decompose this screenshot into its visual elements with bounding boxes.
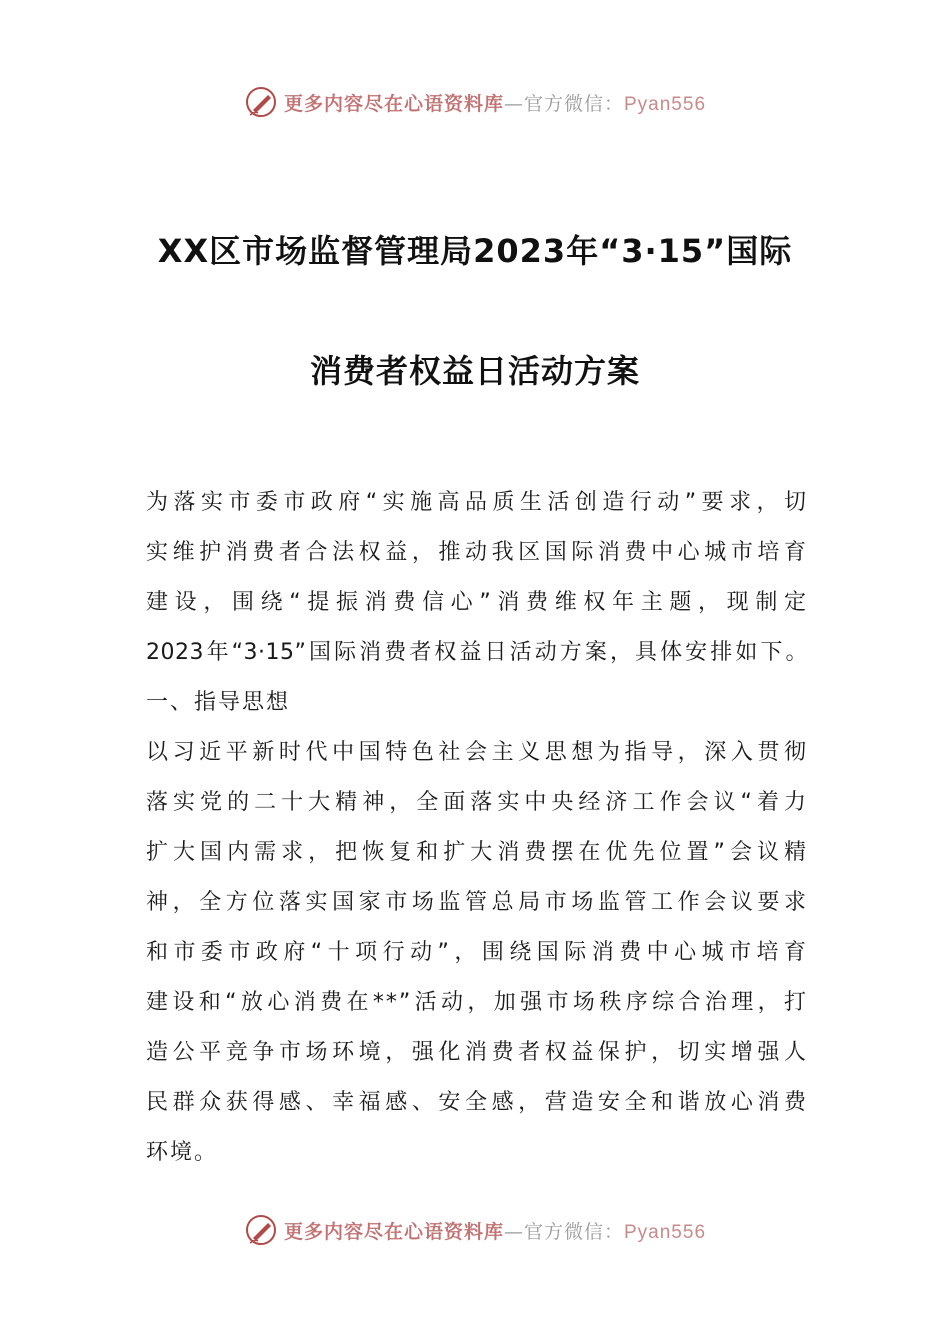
body-line: 造公平竞争市场环境，强化消费者权益保护，切实增强人 (146, 1040, 808, 1065)
body-line: 神，全方位落实国家市场监管总局市场监管工作会议要求 (146, 890, 808, 915)
body-line: 以习近平新时代中国特色社会主义思想为指导，深入贯彻 (146, 740, 808, 765)
document-title-line-2: 消费者权益日活动方案 (309, 352, 640, 390)
watermark-id-text: Pyan556 (624, 93, 707, 115)
footer-watermark (0, 1210, 950, 1250)
watermark-id-text: Pyan556 (624, 1221, 707, 1243)
body-line: 建设，围绕“提振消费信心”消费维权年主题，现制定 (146, 590, 808, 615)
body-line: 2023年“3·15”国际消费者权益日活动方案，具体安排如下。 (146, 640, 808, 665)
body-line: 和市委市政府“十项行动”，围绕国际消费中心城市培育 (146, 940, 808, 965)
watermark-main-text: 更多内容尽在心语资料库 (283, 92, 504, 115)
header-watermark (0, 82, 950, 122)
watermark-main-text: 更多内容尽在心语资料库 (283, 1220, 504, 1243)
pen-logo-icon (244, 85, 278, 119)
body-line: 环境。 (146, 1140, 219, 1165)
document-title-line-1: XX区市场监督管理局2023年“3·15”国际 (157, 232, 793, 270)
body-line: 扩大国内需求，把恢复和扩大消费摆在优先位置”会议精 (146, 840, 808, 865)
body-line: 实维护消费者合法权益，推动我区国际消费中心城市培育 (146, 540, 808, 565)
body-line: 建设和“放心消费在**”活动，加强市场秩序综合治理，打 (146, 990, 808, 1015)
document-body (146, 478, 808, 1178)
watermark-sub-text: —官方微信： (503, 92, 624, 115)
watermark-sub-text: —官方微信： (503, 1220, 624, 1243)
watermark-text (284, 1217, 706, 1244)
pen-logo-icon (244, 1213, 278, 1247)
body-line: 为落实市委市政府“实施高品质生活创造行动”要求，切 (146, 490, 808, 515)
body-line: 落实党的二十大精神，全面落实中央经济工作会议“着力 (146, 790, 808, 815)
watermark-text (284, 89, 706, 116)
body-line: 民群众获得感、幸福感、安全感，营造安全和谐放心消费 (146, 1090, 808, 1115)
section-heading: 一、指导思想 (146, 690, 291, 715)
